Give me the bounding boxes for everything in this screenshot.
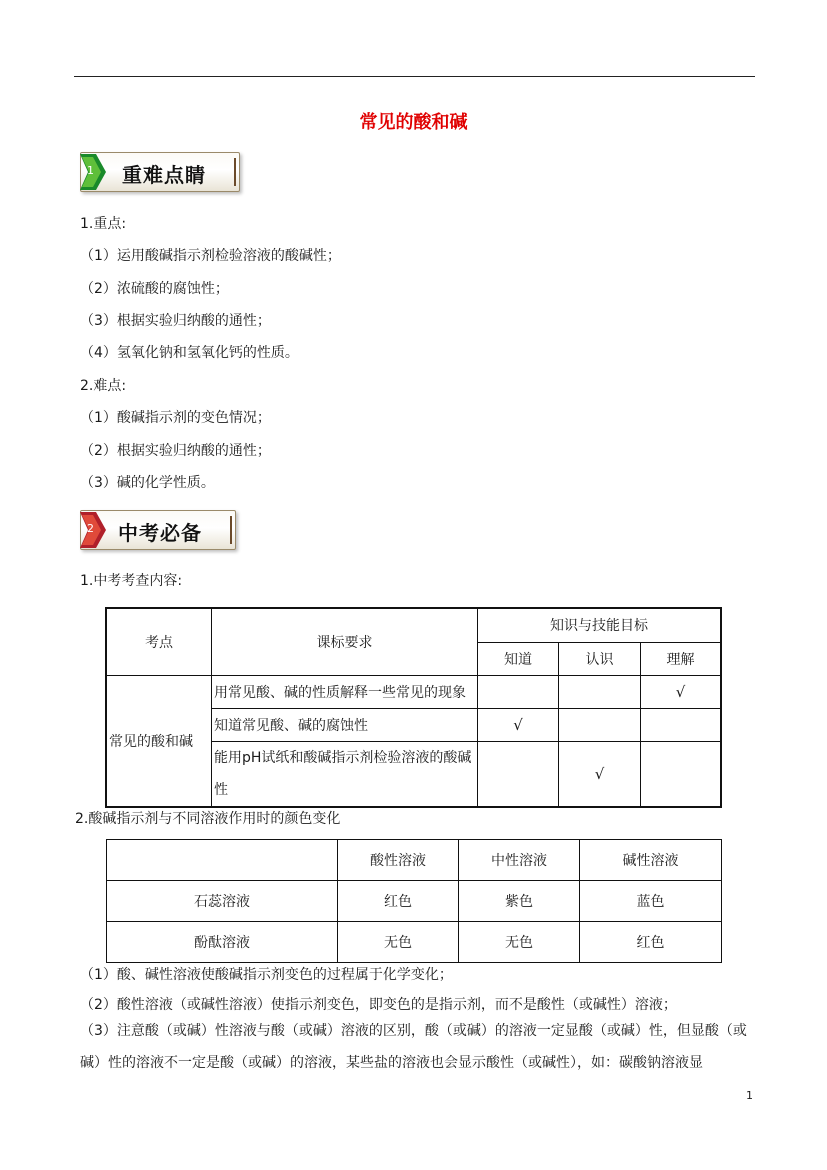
table-header-cell: 认识 (559, 642, 641, 676)
table-cell: 用常见酸、碱的性质解释一些常见的现象 (212, 676, 478, 709)
note-item: （1）酸、碱性溶液使酸碱指示剂变色的过程属于化学变化； (80, 967, 453, 983)
section-label: 中考必备 (118, 521, 202, 545)
list-item: （2）浓硫酸的腐蚀性； (80, 281, 229, 297)
table-row (106, 676, 721, 709)
exam-heading: 1.中考考查内容: (80, 573, 183, 589)
exam-content-table (105, 607, 722, 808)
table-cell: 紫色 (459, 881, 580, 922)
table-header-cell: 考点 (106, 608, 212, 676)
section-banner-2 (80, 510, 236, 550)
table-cell: 知道常见酸、碱的腐蚀性 (212, 709, 478, 742)
check-mark: √ (675, 683, 686, 701)
list-item: （4）氢氧化钠和氢氧化钙的性质。 (80, 345, 299, 361)
list-item: （3）碱的化学性质。 (80, 475, 215, 491)
table-cell (641, 709, 722, 742)
table-cell (641, 742, 722, 808)
table-cell: 能用pH试纸和酸碱指示剂检验溶液的酸碱性 (212, 742, 478, 808)
table-cell (478, 742, 559, 808)
list-item: （3）根据实验归纳酸的通性； (80, 313, 271, 329)
table-row (107, 922, 722, 963)
note-item: （3）注意酸（或碱）性溶液与酸（或碱）溶液的区别，酸（或碱）的溶液一定显酸（或碱）性，但显酸（或碱）性的溶液不一定是酸（或碱）的溶液，某些盐的溶液也会显示酸性（或碱性），如：碳酸钠溶液显 (80, 1023, 747, 1071)
table-header-cell: 酸性溶液 (338, 840, 459, 881)
list-item: （2）根据实验归纳酸的通性； (80, 443, 271, 459)
table-cell: 酚酞溶液 (107, 922, 338, 963)
table-cell-topic: 常见的酸和碱 (106, 676, 212, 808)
section-number: 2 (87, 522, 94, 535)
table-header-cell: 知道 (478, 642, 559, 676)
table-cell: 无色 (459, 922, 580, 963)
table-cell (559, 676, 641, 709)
indicator-table (106, 839, 722, 963)
list-item: （1）运用酸碱指示剂检验溶液的酸碱性； (80, 248, 341, 264)
focus-heading: 1.重点: (80, 216, 127, 232)
table-row (107, 840, 722, 881)
note-item: （2）酸性溶液（或碱性溶液）使指示剂变色，即变色的是指示剂，而不是酸性（或碱性）溶液； (80, 997, 677, 1013)
table-cell: 红色 (580, 922, 722, 963)
check-mark: √ (513, 716, 523, 734)
table-row (107, 881, 722, 922)
page-number: 1 (746, 1089, 753, 1102)
table-header-cell (107, 840, 338, 881)
table-cell: 红色 (338, 881, 459, 922)
table-header-cell: 课标要求 (212, 608, 478, 676)
table-cell: 无色 (338, 922, 459, 963)
table-header-cell: 知识与技能目标 (478, 608, 722, 642)
table-header-cell: 中性溶液 (459, 840, 580, 881)
table-header-cell: 理解 (641, 642, 722, 676)
table-cell (478, 676, 559, 709)
table-cell: 蓝色 (580, 881, 722, 922)
table-cell (478, 709, 559, 742)
table-header-cell: 碱性溶液 (580, 840, 722, 881)
table-cell (559, 742, 641, 808)
indicator-heading: 2.酸碱指示剂与不同溶液作用时的颜色变化 (75, 811, 341, 827)
table-cell: 石蕊溶液 (107, 881, 338, 922)
list-item: （1）酸碱指示剂的变色情况； (80, 410, 271, 426)
section-number: 1 (87, 164, 94, 177)
section-banner-1 (80, 152, 240, 192)
table-cell (641, 676, 722, 709)
difficulty-heading: 2.难点: (80, 378, 127, 394)
table-cell (559, 709, 641, 742)
check-mark: √ (594, 765, 605, 783)
section-label: 重难点睛 (122, 163, 206, 187)
header-rule (74, 76, 755, 77)
page-title: 常见的酸和碱 (359, 112, 468, 133)
